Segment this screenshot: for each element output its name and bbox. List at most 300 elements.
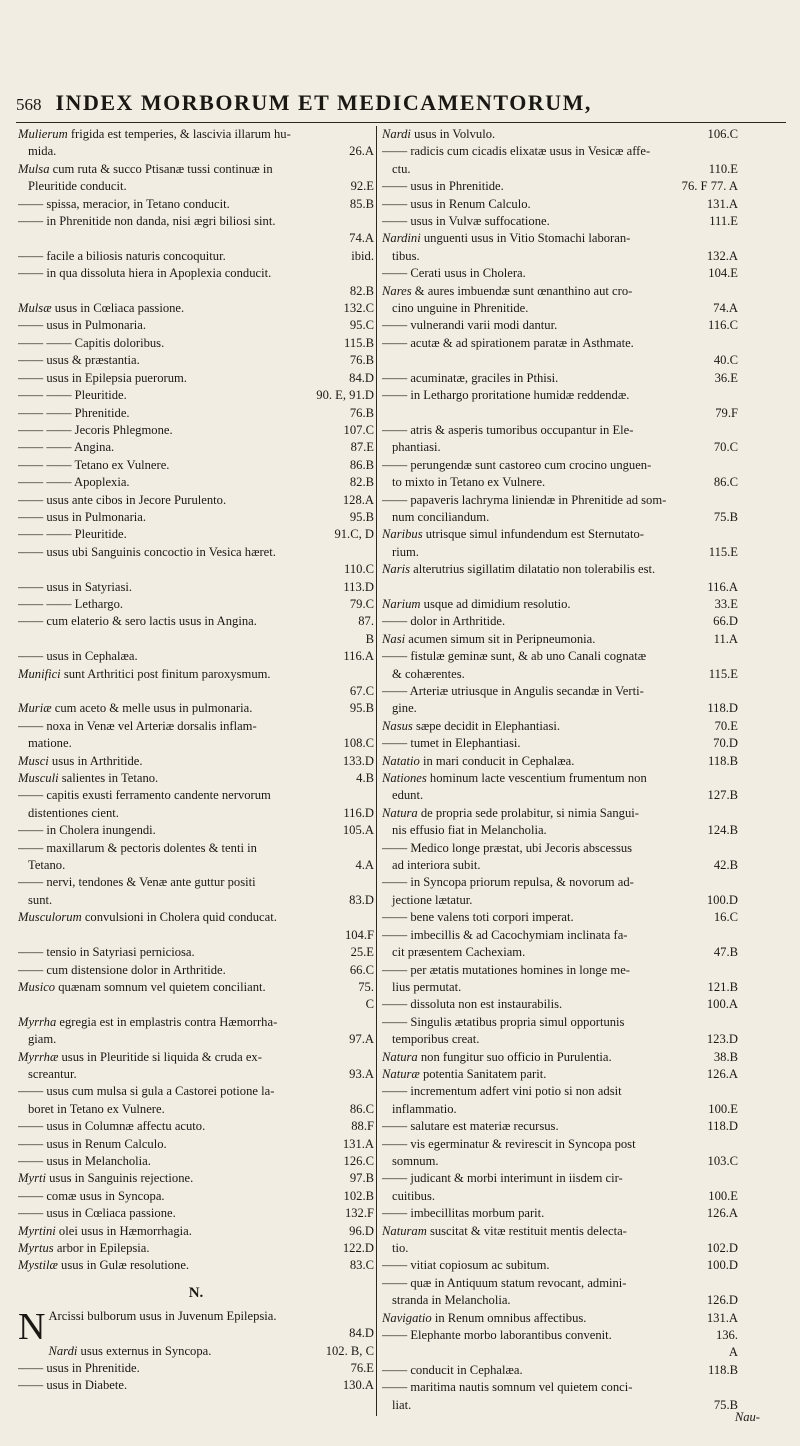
entry-text: sæpe decidit in Elephantiasi.: [412, 718, 561, 733]
index-entry: [18, 1223, 374, 1240]
entry-reference: 118.D: [707, 701, 738, 716]
entry-text: —— imbecillitas morbum parit.: [382, 1206, 545, 1221]
entry-text: —— vulnerandi varii modi dantur.: [382, 318, 558, 333]
entry-text: —— radicis cum cicadis elixatæ usus in Vesicæ affe-: [382, 144, 651, 159]
index-entry: [382, 631, 738, 648]
entry-reference: 131.A: [706, 196, 738, 211]
entry-text: —— usus in Renum Calculo.: [382, 196, 531, 211]
entry-text: rium.: [392, 544, 419, 559]
index-entry: [18, 996, 374, 1013]
entry-reference: 25.E: [350, 945, 374, 960]
entry-reference: 115.E: [708, 544, 738, 559]
index-entry: [382, 230, 738, 247]
entry-reference: 122.D: [342, 1241, 374, 1255]
index-entry: [18, 213, 374, 230]
entry-text: —— in Phrenitide non danda, nisi ægri biliosi sint.: [18, 214, 276, 229]
entry-text: —— cum distensione dolor in Arthritide.: [18, 962, 226, 977]
index-entry: [382, 492, 738, 509]
entry-text: edunt.: [392, 788, 424, 803]
entry-reference: 76.B: [349, 353, 374, 368]
entry-text: quænam somnum vel quietem conciliant.: [55, 979, 266, 994]
entry-text: —— Singulis ætatibus propria simul opportunis: [382, 1014, 625, 1029]
entry-headword: Nares: [382, 283, 412, 298]
entry-reference: 87.E: [350, 440, 374, 455]
entry-reference: 115.E: [708, 666, 738, 681]
index-entry: [382, 1397, 738, 1414]
index-entry: [18, 753, 374, 770]
index-entry: [382, 143, 738, 160]
entry-text: screantur.: [28, 1066, 77, 1081]
entry-reference: 4.A: [355, 858, 374, 873]
entry-reference: 118.B: [708, 753, 738, 768]
index-entry: [18, 405, 374, 422]
entry-reference: 116.C: [708, 318, 738, 333]
entry-reference: 131.A: [342, 1136, 374, 1151]
entry-reference: 126.A: [706, 1206, 738, 1221]
index-entry: [18, 1014, 374, 1031]
entry-text: —— usus ante cibos in Jecore Purulento.: [18, 492, 227, 507]
entry-reference: 76. F 77. A: [681, 179, 738, 194]
entry-headword: Nasi: [382, 631, 406, 646]
index-entry: [382, 1049, 738, 1066]
entry-reference: 121.B: [707, 979, 738, 994]
index-entry: [382, 126, 738, 143]
entry-text: —— vis egerminatur & reviresсit in Syncopa post: [382, 1136, 636, 1151]
entry-text: —— usus in Satyriasi.: [18, 579, 133, 594]
entry-reference: 86.C: [713, 475, 738, 490]
entry-reference: 66.D: [713, 614, 738, 629]
index-entry: [18, 770, 374, 787]
index-entry: [18, 718, 374, 735]
entry-reference: 82.B: [349, 475, 374, 490]
entry-reference: 126.D: [706, 1293, 738, 1308]
entry-reference: 88.F: [351, 1119, 374, 1134]
index-entry: [382, 1118, 738, 1135]
index-entry: [18, 683, 374, 700]
index-entry: [382, 265, 738, 282]
entry-text: —— nervi, tendones & Venæ ante guttur positi: [18, 875, 256, 890]
entry-text: nis effusio fiat in Melancholia.: [392, 823, 547, 838]
index-entry: [382, 1188, 738, 1205]
entry-text: in mari conducit in Cephalæa.: [419, 753, 575, 768]
index-entry: [382, 457, 738, 474]
entry-reference: 67.C: [349, 684, 374, 698]
index-entry: [382, 1379, 738, 1396]
index-entry: [18, 613, 374, 630]
entry-reference: 110.E: [708, 161, 738, 176]
entry-text: mationе.: [28, 736, 72, 751]
entry-text: potentia Sanitatem parit.: [419, 1066, 547, 1081]
entry-reference: 79.C: [349, 596, 374, 611]
entry-text: —— in Lethargo proritatione humidæ reddendæ.: [382, 388, 630, 403]
index-entry: [382, 352, 738, 369]
index-entry: [382, 1292, 738, 1309]
index-entry: [18, 700, 374, 717]
index-entry: [18, 1136, 374, 1153]
entry-text: egregia est in emplastris contra Hæmorrha-: [56, 1014, 278, 1029]
index-entry: [382, 1257, 738, 1274]
entry-text: Tetano.: [28, 858, 66, 873]
index-entry: [18, 1083, 374, 1100]
index-entry: [382, 370, 738, 387]
entry-headword: Mystilæ: [18, 1258, 58, 1273]
entry-text: —— usus in Pulmonaria.: [18, 318, 147, 333]
entry-reference: 75.: [358, 979, 374, 994]
entry-text: hominum lacte vescentium frumentum non: [426, 771, 647, 786]
index-entry: [382, 1223, 738, 1240]
entry-text: —— usus in Columnæ affectu acuto.: [18, 1119, 206, 1134]
entry-text: cum aceto & melle usus in pulmonaria.: [51, 701, 253, 716]
entry-text: & cohærentes.: [392, 666, 465, 681]
entry-reference: 70.E: [714, 718, 738, 733]
entry-reference: ibid.: [351, 248, 374, 263]
entry-text: sunt Arthritici post finitum paroxysmum.: [60, 666, 271, 681]
index-entry: [18, 874, 374, 891]
entry-reference: 136.: [715, 1328, 738, 1343]
entry-reference: 126.C: [343, 1153, 374, 1168]
entry-text: —— comæ usus in Syncopa.: [18, 1188, 165, 1203]
index-entry: [382, 161, 738, 178]
entry-headword: Nasus: [382, 718, 413, 733]
entry-reference: 76.E: [350, 1361, 374, 1376]
entry-reference: A: [728, 1345, 738, 1360]
index-entry: [18, 1170, 374, 1187]
entry-text: —— incrementum adfert vini potio si non adsit: [382, 1084, 622, 1099]
index-entry: [18, 1118, 374, 1135]
entry-text: —— usus in Epilepsia puerorum.: [18, 370, 187, 385]
entry-text: distentiones cient.: [28, 805, 119, 820]
entry-reference: 66.C: [349, 962, 374, 977]
entry-text: —— noxa in Venæ vel Arteriæ dorsalis inflam-: [18, 718, 257, 733]
entry-reference: 75.B: [713, 509, 738, 524]
entry-reference: 128.A: [342, 492, 374, 507]
entry-reference: 116.A: [707, 579, 738, 594]
index-entry: [18, 596, 374, 613]
entry-reference: 97.A: [349, 1032, 374, 1047]
entry-reference: 87.: [358, 614, 374, 629]
entry-text: —— atris & asperis tumoribus occupantur in Ele-: [382, 422, 634, 437]
entry-text: in Renum omnibus affectibus.: [431, 1310, 587, 1325]
entry-headword: Naris: [382, 562, 410, 577]
index-entry: [18, 248, 374, 265]
index-entry: [18, 857, 374, 874]
entry-reference: 127.B: [707, 788, 738, 803]
index-entry: [382, 770, 738, 787]
index-entry: [382, 1136, 738, 1153]
index-entry: [382, 996, 738, 1013]
index-entry: [382, 1101, 738, 1118]
index-entry: [18, 1101, 374, 1118]
index-entry: [382, 648, 738, 665]
entry-reference: 111.E: [709, 214, 738, 229]
entry-text: —— dissoluta non est instaurabilis.: [382, 997, 563, 1012]
entry-headword: Munifici: [18, 666, 61, 681]
index-entry: [18, 666, 374, 683]
index-entry: [18, 474, 374, 491]
entry-reference: 102.B: [343, 1188, 374, 1203]
entry-text: mida.: [28, 144, 57, 159]
entry-reference: 86.C: [349, 1101, 374, 1116]
index-entry: [18, 909, 374, 926]
entry-text: —— perungendæ sunt castoreo cum crocino unguen-: [382, 457, 652, 472]
index-entry: [18, 822, 374, 839]
index-entry: [382, 613, 738, 630]
index-entry: [382, 579, 738, 596]
index-entry: [382, 892, 738, 909]
entry-reference: 74.A: [349, 231, 374, 246]
index-entry: [18, 944, 374, 961]
index-entry: [18, 544, 374, 561]
entry-text: —— tumet in Elephantiasi.: [382, 736, 521, 751]
entry-text: —— fistulæ geminæ sunt, & ab uno Canali cognatæ: [382, 649, 647, 664]
index-entry: [18, 1205, 374, 1222]
entry-reference: 92.E: [350, 179, 374, 194]
index-entry: [382, 509, 738, 526]
entry-reference: 4.B: [356, 771, 374, 786]
entry-text: —— usus in Vulvæ suffocatione.: [382, 214, 550, 229]
entry-reference: 75.B: [713, 1397, 738, 1412]
entry-reference: 40.C: [713, 353, 738, 368]
entry-text: —— usus in Cœliaca passione.: [18, 1206, 176, 1221]
entry-reference: 102. B, C: [325, 1343, 374, 1358]
index-entry: [18, 962, 374, 979]
entry-text: —— Cerati usus in Cholera.: [382, 266, 526, 281]
entry-text: —— —— Phrenitide.: [18, 405, 130, 420]
entry-reference: 70.D: [713, 736, 738, 751]
index-entry: [382, 962, 738, 979]
entry-text: —— maritima nautis somnum vel quietem conci-: [382, 1380, 633, 1395]
entry-reference: 132.F: [344, 1206, 374, 1221]
entry-text: —— Arteriæ utriusque in Angulis secandæ in Verti-: [382, 684, 644, 698]
entry-reference: 133.D: [342, 753, 374, 768]
index-entry: [18, 317, 374, 334]
entry-text: —— usus in Phrenitide.: [382, 179, 504, 194]
entry-headword: Musci: [18, 753, 49, 768]
entry-text: —— usus in Cephalæa.: [18, 649, 138, 664]
entry-text: temporibus creat.: [392, 1032, 480, 1047]
entry-headword: Natatio: [382, 753, 420, 768]
entry-text: sunt.: [28, 892, 53, 907]
index-entry: [18, 422, 374, 439]
entry-text: de propria sede prolabitur, si nimia Sangui-: [417, 805, 639, 820]
index-entry: [18, 196, 374, 213]
index-entry: [382, 422, 738, 439]
entry-text: —— —— Apoplexia.: [18, 475, 130, 490]
entry-text: acumen simum sit in Peripneumonia.: [405, 631, 596, 646]
index-entry: [382, 666, 738, 683]
index-entry: [382, 979, 738, 996]
entry-reference: 83.D: [349, 892, 374, 907]
entry-headword: Myrtini: [18, 1223, 56, 1238]
entry-text: ad interiora subit.: [392, 858, 481, 873]
entry-reference: 118.B: [708, 1362, 738, 1377]
index-entry: [18, 457, 374, 474]
index-entry: [18, 161, 374, 178]
index-entry: [18, 1066, 374, 1083]
index-entry: [382, 439, 738, 456]
index-entry: [382, 1240, 738, 1257]
entry-reference: 105.A: [342, 823, 374, 838]
entry-reference: 130.A: [342, 1378, 374, 1393]
index-entry: [382, 1275, 738, 1292]
entry-reference: 95.C: [349, 318, 374, 333]
index-entry: [382, 596, 738, 613]
entry-text: —— dolor in Arthritide.: [382, 614, 506, 629]
entry-reference: 93.A: [349, 1066, 374, 1081]
entry-headword: Naturam: [382, 1223, 427, 1238]
index-entry: [18, 979, 374, 996]
entry-text: unguenti usus in Vitio Stomachi laboran-: [420, 231, 631, 246]
entry-text: non fungitur suo officio in Purulentia.: [417, 1049, 612, 1064]
entry-headword: Myrrhæ: [18, 1049, 59, 1064]
index-entry: [382, 840, 738, 857]
entry-reference: 38.B: [713, 1049, 738, 1064]
entry-text: usus in Sanguinis rejectione.: [45, 1171, 194, 1186]
entry-text: —— usus in Pulmonaria.: [18, 509, 147, 524]
index-entry: [18, 1049, 374, 1066]
entry-reference: 70.C: [713, 440, 738, 455]
entry-text: —— cum elaterio & sero lactis usus in Angina.: [18, 614, 257, 629]
index-entry: [382, 909, 738, 926]
index-entry: [382, 213, 738, 230]
entry-text: usus in Gulæ resolutione.: [57, 1258, 190, 1273]
entry-reference: 33.E: [714, 596, 738, 611]
entry-reference: 79.F: [715, 405, 738, 420]
entry-headword: Myrtus: [18, 1241, 54, 1255]
entry-headword: Naturæ: [382, 1066, 420, 1081]
index-entry: [18, 126, 374, 143]
page-header: [16, 90, 786, 120]
entry-text: alterutrius sigillatim dilatatio non tolerabilis est.: [410, 562, 656, 577]
entry-text: —— in Cholera inungendi.: [18, 823, 156, 838]
entry-text: frigida est temperies, & lascivia illarum hu-: [67, 127, 291, 141]
index-entry: [18, 631, 374, 648]
entry-reference: 110.C: [344, 562, 374, 577]
index-entry: [382, 405, 738, 422]
index-entry: [382, 718, 738, 735]
entry-reference: 84.D: [349, 370, 374, 385]
entry-headword: Mulsa: [18, 161, 50, 176]
entry-headword: Nationes: [382, 771, 427, 786]
entry-text: —— —— Tetano ex Vulnere.: [18, 457, 170, 472]
entry-text: —— usus in Phrenitide.: [18, 1361, 140, 1376]
index-entry: [18, 1257, 374, 1274]
entry-reference: 116.D: [343, 805, 374, 820]
entry-text: cit præsentem Cachexiam.: [392, 945, 526, 960]
entry-text: salientes in Tetano.: [58, 771, 159, 786]
index-entry: [382, 474, 738, 491]
entry-reference: 106.C: [707, 127, 738, 141]
entry-text: somnum.: [392, 1153, 439, 1168]
entry-reference: 131.A: [706, 1310, 738, 1325]
entry-headword: Musico: [18, 979, 56, 994]
entry-text: —— usus in Melancholia.: [18, 1153, 151, 1168]
entry-headword: Mulsæ: [18, 301, 52, 316]
entry-text: —— tensio in Satyriasi perniciosa.: [18, 945, 195, 960]
entry-text: —— spissa, meracior, in Tetano conducit.: [18, 196, 230, 211]
entry-reference: 11.A: [713, 631, 738, 646]
entry-text: —— —— Pleuritide.: [18, 388, 127, 403]
index-entry: [18, 840, 374, 857]
entry-reference: 86.B: [349, 457, 374, 472]
entry-text: —— —— Capitis doloribus.: [18, 335, 165, 350]
entry-headword: Naribus: [382, 527, 423, 542]
entry-text: & aures imbuendæ sunt œnanthino aut cro-: [411, 283, 633, 298]
entry-reference: 90. E, 91.D: [316, 388, 374, 403]
index-entry: [18, 300, 374, 317]
entry-text: gine.: [392, 701, 417, 716]
index-entry: [382, 1083, 738, 1100]
entry-reference: 97.B: [349, 1171, 374, 1186]
index-entry: [382, 1327, 738, 1344]
entry-reference: 100.A: [706, 997, 738, 1012]
entry-reference: 95.B: [349, 701, 374, 716]
index-entry: [382, 335, 738, 352]
index-entry: [48, 1325, 374, 1342]
index-entry: [18, 439, 374, 456]
column-divider: [376, 126, 377, 1416]
index-entry: [382, 248, 738, 265]
index-entry: [18, 927, 374, 944]
entry-text: utrisque simul infundendum est Sternutato-: [422, 527, 645, 542]
entry-text: —— salutare est materiæ recursus.: [382, 1119, 559, 1134]
entry-reference: 113.D: [343, 579, 374, 594]
entry-headword: Nardini: [382, 231, 421, 246]
index-entry: [382, 1153, 738, 1170]
entry-reference: 124.B: [707, 823, 738, 838]
index-entry: [18, 509, 374, 526]
index-entry: [18, 1240, 374, 1257]
entry-text: —— Elephante morbo laborantibus convenit.: [382, 1328, 612, 1343]
entry-reference: B: [365, 631, 374, 646]
entry-text: —— imbecillis & ad Cacochymiam inclinata fa-: [382, 927, 628, 942]
entry-text: —— usus & præstantia.: [18, 353, 140, 368]
entry-headword: Myrrha: [18, 1014, 57, 1029]
entry-text: usus in Volvulo.: [410, 127, 496, 141]
entry-reference: 104.F: [344, 927, 374, 942]
entry-headword: Mulierum: [18, 127, 68, 141]
index-entry: [382, 700, 738, 717]
page-number: 568: [16, 95, 42, 114]
index-entry: [382, 196, 738, 213]
index-entry: [18, 579, 374, 596]
entry-text: —— acutæ & ad spirationem paratæ in Asthmate.: [382, 335, 634, 350]
index-entry: [382, 1031, 738, 1048]
index-entry: [18, 526, 374, 543]
entry-text: —— in qua dissoluta hiera in Apoplexia conducit.: [18, 266, 272, 281]
entry-reference: 95.B: [349, 509, 374, 524]
entry-text: —— usus in Diabete.: [18, 1378, 128, 1393]
entry-text: cuitibus.: [392, 1188, 436, 1203]
entry-text: giam.: [28, 1032, 57, 1047]
entry-reference: 123.D: [706, 1032, 738, 1047]
entry-text: —— capitis exusti ferramento candente nervorum: [18, 788, 271, 803]
entry-text: lius permutat.: [392, 979, 462, 994]
entry-text: to mixto in Tetano ex Vulnere.: [392, 475, 546, 490]
entry-text: ctu.: [392, 161, 411, 176]
entry-text: —— maxillarum & pectoris dolentes & tenti in: [18, 840, 257, 855]
entry-headword: Muriæ: [18, 701, 52, 716]
entry-text: usus in Cœliaca passione.: [51, 301, 185, 316]
entry-text: —— acuminatæ, graciles in Pthisi.: [382, 370, 559, 385]
index-entry: [18, 230, 374, 247]
entry-reference: 132.A: [706, 248, 738, 263]
entry-text: —— —— Jecoris Phlegmone.: [18, 422, 173, 437]
entry-text: inflammatio.: [392, 1101, 457, 1116]
entry-headword: Natura: [382, 805, 418, 820]
index-entry: [382, 1170, 738, 1187]
entry-reference: 91.C, D: [334, 527, 374, 542]
